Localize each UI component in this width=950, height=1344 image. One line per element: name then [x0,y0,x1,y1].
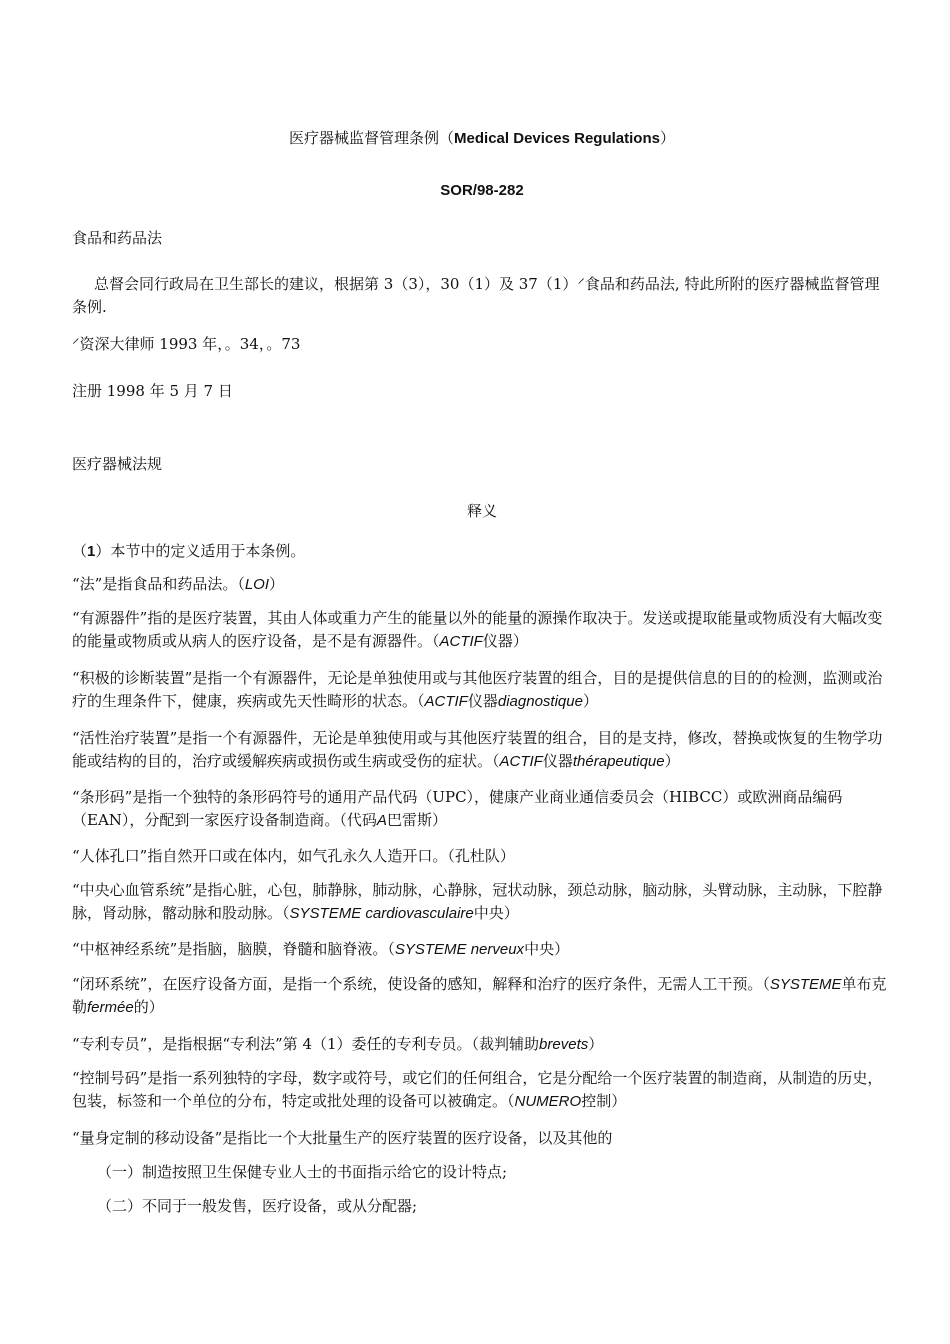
def-close: 中央） [524,940,570,958]
def-mid: 单布克勒 [72,975,887,1016]
def-french-term: LOI [244,576,270,593]
preamble: 总督会同行政局在卫生部长的建议，根据第 3（3），30（1）及 37（1）⸍食品和药品法, 特此所附的医疗器械监督管理条例. [72,275,880,316]
document-title [72,127,892,150]
def-french-term: NUMERO [514,1093,582,1110]
def-french-term: ACTIF [499,753,543,770]
preamble-text-c: 特此所附的医疗器械监督管理条例 [72,275,880,316]
definition-custom-made-item-a: （一）制造按照卫生保健专业人士的书面指示给它的设计特点; [97,1163,508,1181]
definition-act [72,573,892,596]
definition-closed-loop [72,973,892,1019]
registration-date: 注册 1998 年 5 月 7 日 [72,382,233,400]
p1-open: （ [72,542,88,560]
p1-number: 1 [87,543,96,560]
def-close: 仪器） [482,632,528,650]
def-text: “条形码”是指一个独特的条形码符号的通用产品代码（UPC），健康产业商业通信委员会（HIBCC）或欧洲商品编码（EAN），分配到一家医疗设备制造商。（代码 [72,788,843,829]
act-name: 食品和药品法 [72,229,163,247]
definition-cns [72,938,892,961]
def-text: “闭环系统”，在医疗设备方面，是指一个系统，使设备的感知，解释和治疗的医疗条件，无需人工干预。（ [72,975,770,993]
def-text: “专利专员”，是指根据“专利法”第 4（1）委任的专利专员。（裁判辅助 [72,1035,540,1053]
subsection-1 [72,540,892,563]
def-french-term: SYSTEME nerveux [394,941,525,958]
def-close: 控制） [581,1092,627,1110]
def-close: 中央） [473,904,519,922]
gazette-marker-icon: ⸍ [72,335,80,353]
definition-active-diagnostic [72,667,892,713]
title-close: ） [659,129,675,147]
def-french-term: brevets [539,1036,589,1053]
def-french-term: SYSTEME cardiovasculaire [289,905,474,922]
definition-patent-commissioner [72,1033,892,1056]
preamble-marker-icon: ⸍ [577,275,585,293]
definition-active-therapeutic [72,727,892,773]
def-french-term-2: diagnostique [497,693,583,710]
def-text: “控制号码”是指一系列独特的字母，数字或符号，或它们的任何组合，它是分配给一个医疗装置的制造商，从制造的历史，包装，标签和一个单位的分布，特定或批处理的设备可以被确定。（ [72,1069,883,1110]
definition-active-device [72,607,892,653]
title-zh: 医疗器械监督管理条例（ [289,129,455,147]
def-french-term: SYSTEME [769,976,842,993]
def-french-term: ACTIF [424,693,468,710]
def-close: 巴雷斯） [386,811,447,829]
def-close: ） [269,575,285,593]
def-text: “积极的诊断装置”是指一个有源器件，无论是单独使用或与其他医疗装置的组合，目的是提供信息的目的的检测，监测或治疗的生理条件下，健康，疾病或先天性畸形的状态。（ [72,669,883,710]
def-close: 的） [133,998,164,1016]
def-text: “活性治疗装置”是指一个有源器件，无论是单独使用或与其他医疗装置的组合，目的是支持，修改，替换或恢复的生物学功能或结构的目的，治疗或缓解疾病或损伤或生病或受伤的症状。（ [72,729,883,770]
regulations-heading: 医疗器械法规 [72,455,163,473]
def-text: “中枢神经系统”是指脑，脑膜，脊髓和脑脊液。（ [72,940,395,958]
definition-body-orifice: “人体孔口”指自然开口或在体内，如气孔永久人造开口。（孔杜队） [72,847,515,865]
def-close: ） [664,752,680,770]
definition-bar-code [72,786,892,832]
definition-cardiovascular [72,879,892,925]
definition-control-number [72,1067,892,1113]
section-title: 释义 [466,502,497,520]
def-mid: 仪器 [542,752,573,770]
def-text: “中央心血管系统”是指心脏，心包，肺静脉，肺动脉，心静脉，冠状动脉，颈总动脉，脑动脉，头臂动脉，主动脉，下腔静脉，肾动脉，髂动脉和股动脉。（ [72,881,883,922]
def-french-term-2: fermée [87,999,134,1016]
def-close: ） [588,1035,604,1053]
definition-custom-made: “量身定制的移动设备”是指比一个大批量生产的医疗装置的医疗设备，以及其他的 [72,1129,613,1147]
gazette-reference [72,333,892,356]
title-en: Medical Devices Regulations [454,130,660,147]
def-french-term-2: thérapeutique [572,753,665,770]
def-french-term: ACTIF [439,633,483,650]
preamble-act: 食品和药品法 [584,275,675,293]
regulation-code: SOR/98-282 [440,182,524,199]
def-close: ） [582,692,598,710]
def-french-term: A [376,812,387,829]
p1-text: ）本节中的定义适用于本条例。 [95,542,306,560]
definition-custom-made-item-b: （二）不同于一般发售，医疗设备，或从分配器; [97,1197,418,1215]
def-text: “有源器件”指的是医疗装置，其由人体或重力产生的能量以外的能量的源操作取决于。发送或提取能量或物质没有大幅改变的能量或物质或从病人的医疗设备，是不是有源器件。（ [72,609,883,650]
preamble-text-a: 总督会同行政局在卫生部长的建议，根据第 3（3），30（1）及 37（1） [94,275,578,293]
def-text: “法”是指食品和药品法。（ [72,575,245,593]
gazette-text: 资深大律师 1993 年，。34，。73 [79,335,301,353]
def-mid: 仪器 [467,692,498,710]
